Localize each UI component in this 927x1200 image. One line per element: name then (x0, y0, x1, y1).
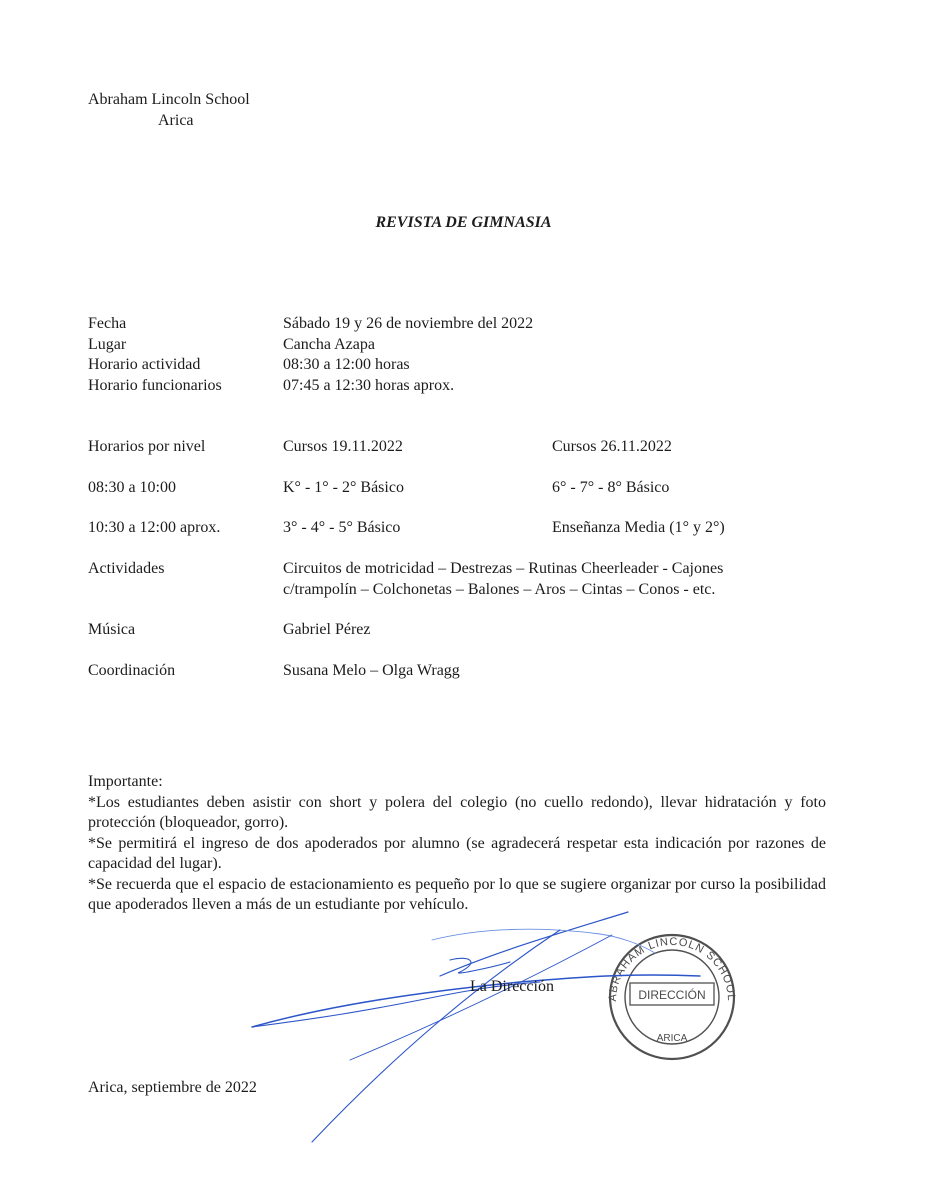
schedule-header-label: Horarios por nivel (88, 438, 206, 455)
music-value: Gabriel Pérez (283, 621, 371, 638)
schedule-row-time: 10:30 a 12:00 aprox. (88, 519, 221, 536)
info-value-date: Sábado 19 y 26 de noviembre del 2022 (283, 315, 534, 332)
school-city: Arica (158, 112, 194, 129)
info-value-place: Cancha Azapa (283, 336, 375, 353)
activities-label: Actividades (88, 560, 165, 577)
schedule-row-col1: 3° - 4° - 5° Básico (283, 519, 401, 536)
school-stamp (607, 935, 737, 1059)
info-label-place: Lugar (88, 336, 127, 353)
schedule-header-col1: Cursos 19.11.2022 (283, 438, 403, 455)
important-note: *Se recuerda que el espacio de estacionamiento es pequeño por lo que se sugiere organizar por curso la posibilidad que apoderados lleven a más de un estudiante por vehículo. (88, 876, 826, 913)
handwritten-signature (252, 912, 700, 1142)
coordination-label: Coordinación (88, 662, 176, 679)
page-title: REVISTA DE GIMNASIA (375, 214, 552, 231)
info-value-staff-time: 07:45 a 12:30 horas aprox. (283, 377, 455, 394)
important-heading: Importante: (88, 773, 163, 790)
schedule-header-col2: Cursos 26.11.2022 (552, 438, 672, 455)
schedule-row-time: 08:30 a 10:00 (88, 479, 176, 496)
important-note: *Los estudiantes deben asistir con short y polera del colegio (no cuello redondo), llevar hidratación y foto protección (bloqueador, gorro). (88, 794, 826, 831)
activities-line-2: c/trampolín – Colchonetas – Balones – Aros – Cintas – Conos - etc. (283, 581, 716, 598)
signer-label: La Dirección (470, 978, 554, 995)
schedule-row-col1: K° - 1° - 2° Básico (283, 479, 404, 496)
schedule-row-col2: 6° - 7° - 8° Básico (552, 479, 670, 496)
info-label-staff-time: Horario funcionarios (88, 377, 222, 394)
activities-line-1: Circuitos de motricidad – Destrezas – Rutinas Cheerleader - Cajones (283, 560, 724, 577)
coordination-value: Susana Melo – Olga Wragg (283, 662, 460, 679)
important-note: *Se permitirá el ingreso de dos apoderados por alumno (se agradecerá respetar esta indicación por razones de capacidad del lugar). (88, 835, 826, 872)
place-date: Arica, septiembre de 2022 (88, 1079, 257, 1096)
schedule-row-col2: Enseñanza Media (1° y 2°) (552, 519, 725, 536)
music-label: Música (88, 621, 136, 638)
stamp-center-text: DIRECCIÓN (638, 988, 706, 1002)
info-label-activity-time: Horario actividad (88, 356, 201, 373)
info-value-activity-time: 08:30 a 12:00 horas (283, 356, 410, 373)
info-label-date: Fecha (88, 315, 127, 332)
stamp-bottom-text: ARICA (656, 1033, 688, 1044)
stamp-top-text: ABRAHAM LINCOLN SCHOOL (606, 935, 738, 1002)
school-name: Abraham Lincoln School (88, 91, 250, 108)
